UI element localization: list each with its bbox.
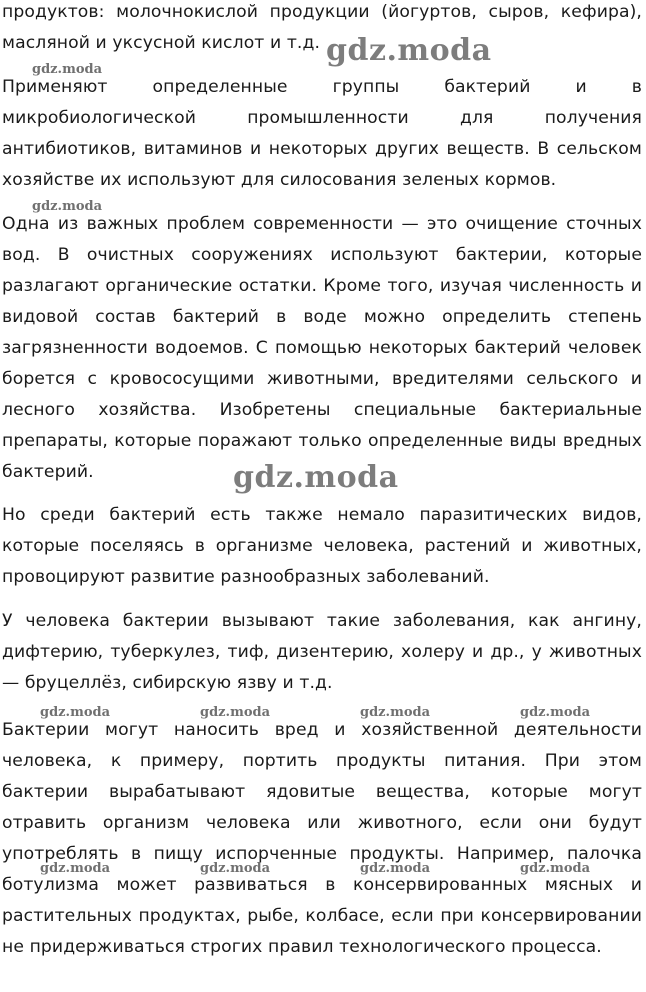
watermark: gdz.moda xyxy=(40,705,111,720)
watermark: gdz.moda xyxy=(233,460,399,495)
watermark: gdz.moda xyxy=(32,199,103,214)
watermark: gdz.moda xyxy=(360,861,431,876)
paragraph-3: Одна из важных проблем современности — это очищение сточных вод. В очистных сооружениях используют бактерии, которые разлагают органические остатки. Кроме того, изучая численность и видовой состав бактерий в воде можно определить степень загрязненности водоемов. С помощью некоторых бактерий человек борется с кровососущими животными, вредителями сельского и лесного хозяйства. Изобретены специальные бактериальные препараты, которые поражают только определенные виды вредных бактерий. xyxy=(2,214,642,482)
watermark: gdz.moda xyxy=(520,705,591,720)
paragraph-4: Но среди бактерий есть также немало паразитических видов, которые поселяясь в организме человека, растений и животных, провоцируют развитие разнообразных заболеваний. xyxy=(2,505,642,587)
watermark: gdz.moda xyxy=(200,705,271,720)
watermark: gdz.moda xyxy=(326,33,492,68)
watermark: gdz.moda xyxy=(360,705,431,720)
paragraph-5: У человека бактерии вызывают такие заболевания, как ангину, дифтерию, туберкулез, тиф, дизентерию, холеру и др., у животных — бруцеллёз, сибирскую язву и т.д. xyxy=(2,611,642,693)
paragraph-2: Применяют определенные группы бактерий и в микробиологической промышленности для получения антибиотиков, витаминов и некоторых других веществ. В сельском хозяйстве их используют для силосования зеленых кормов. xyxy=(2,77,642,190)
paragraph-1: продуктов: молочнокислой продукции (йогуртов, сыров, кефира), масляной и уксусной кислот и т.д. xyxy=(2,2,642,53)
watermark: gdz.moda xyxy=(520,861,591,876)
watermark: gdz.moda xyxy=(200,861,271,876)
watermark: gdz.moda xyxy=(40,861,111,876)
paragraph-6: Бактерии могут наносить вред и хозяйственной деятельности человека, к примеру, портить продукты питания. При этом бактерии вырабатывают ядовитые вещества, которые могут отравить организм человека или животного, если они будут употреблять в пищу испорченные продукты. Например, палочка ботулизма может развиваться в консервированных мясных и растительных продуктах, рыбе, колбасе, если при консервировании не придерживаться строгих правил технологического процесса. xyxy=(2,720,642,957)
watermark: gdz.moda xyxy=(32,62,103,77)
